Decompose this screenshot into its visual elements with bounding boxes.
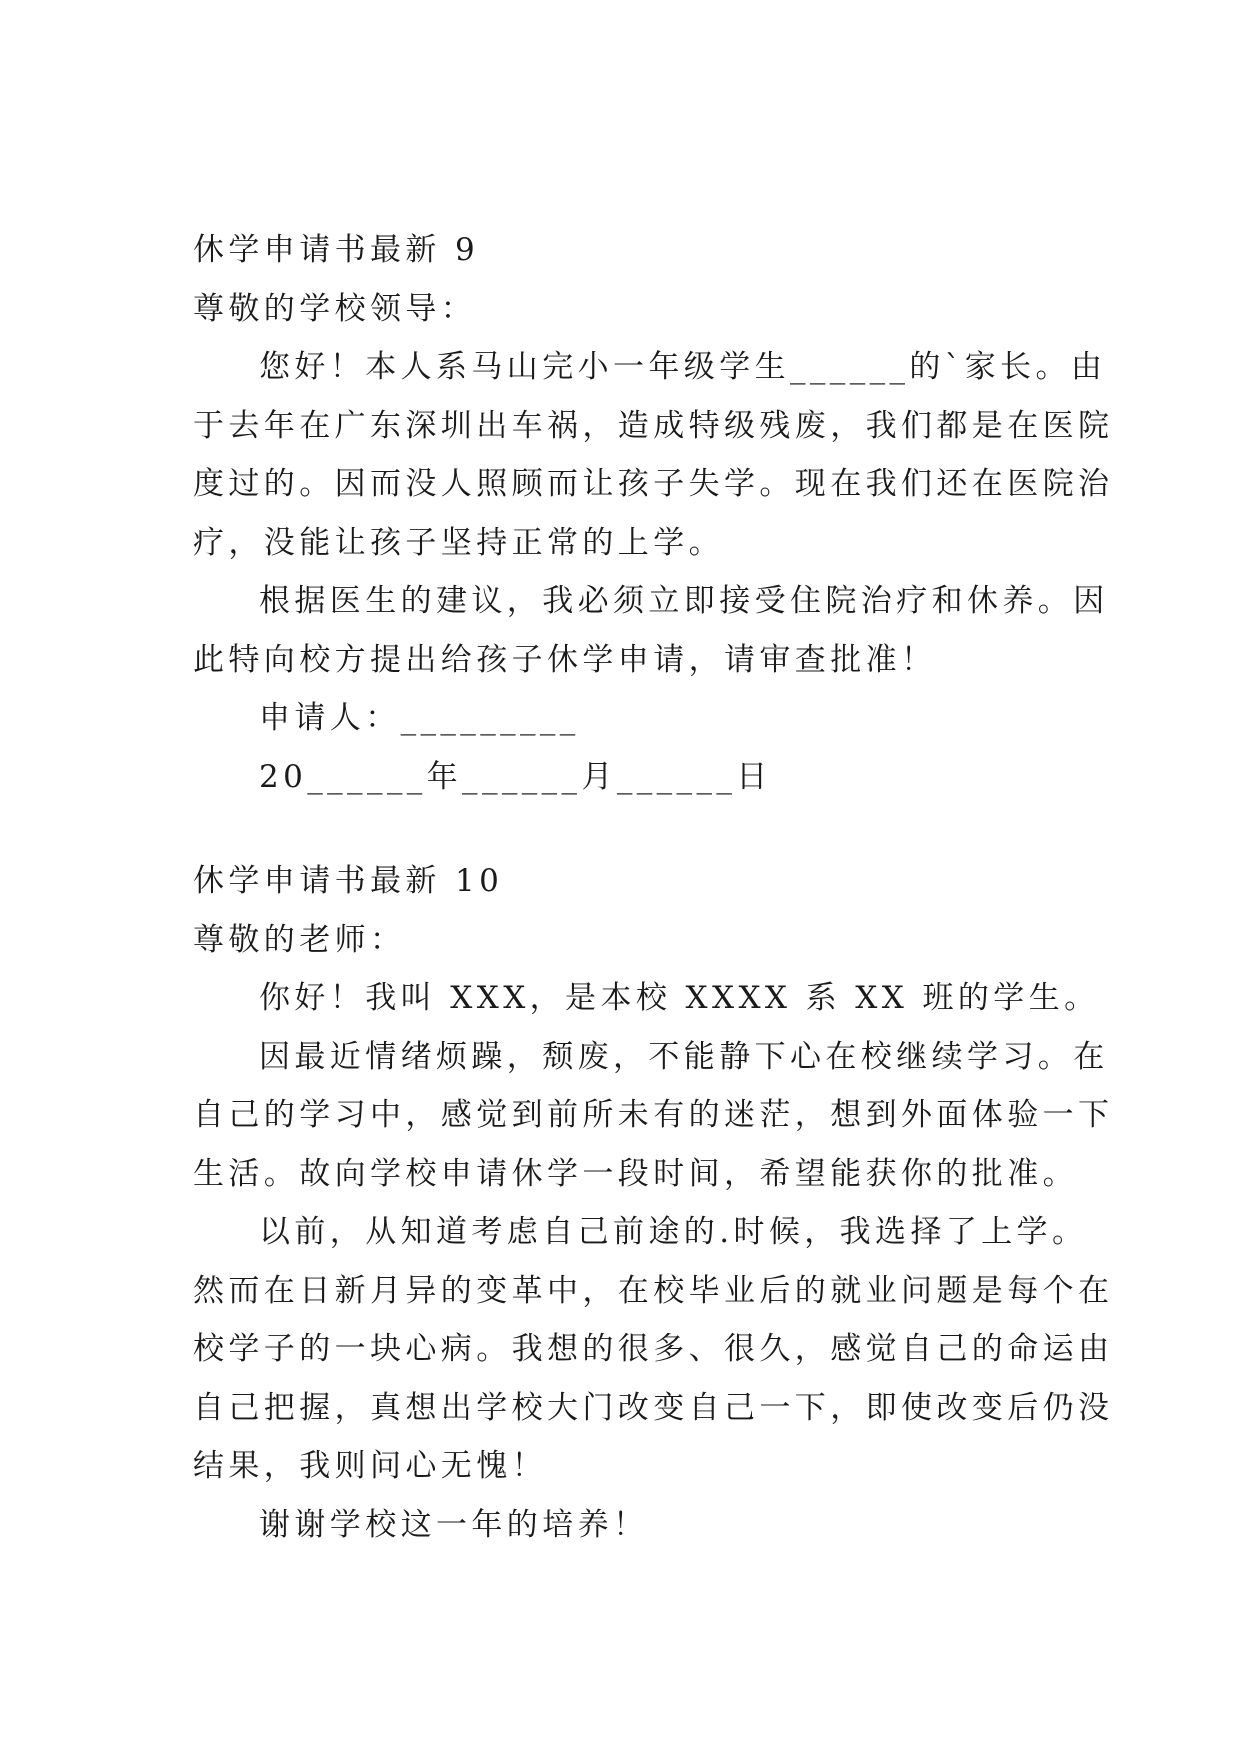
letter-2-greeting: 尊敬的老师： xyxy=(193,921,406,958)
letter-2-paragraph-line: 然而在日新月异的变革中，在校毕业后的就业问题是每个在 xyxy=(193,1272,1114,1309)
letter-1-greeting: 尊敬的学校领导： xyxy=(193,290,477,327)
letter-1-title: 休学申请书最新 9 xyxy=(193,232,480,268)
letter-2-title: 休学申请书最新 10 xyxy=(193,863,504,899)
letter-2-paragraph-line: 校学子的一块心病。我想的很多、很久，感觉自己的命运由 xyxy=(193,1331,1114,1367)
letter-1-paragraph-line: 疗，没能让孩子坚持正常的上学。 xyxy=(193,524,724,561)
letter-1-paragraph-line: 此特向校方提出给孩子休学申请，请审查批准！ xyxy=(193,641,937,678)
letter-2-paragraph-line: 自己把握，真想出学校大门改变自己一下，即使改变后仍没 xyxy=(193,1389,1114,1426)
section-gap xyxy=(193,806,1053,852)
letter-1-applicant: 申请人：_________ xyxy=(259,700,580,736)
letter-2-closing: 谢谢学校这一年的培养！ xyxy=(259,1506,649,1543)
letter-1-paragraph-line: 度过的。因而没人照顾而让孩子失学。现在我们还在医院治 xyxy=(193,466,1114,502)
letter-2-paragraph-line: 结果，我则问心无愧！ xyxy=(193,1448,547,1484)
letter-1-paragraph-line: 您好！本人系马山完小一年级学生______的`家长。由 xyxy=(259,349,1107,385)
letter-1-paragraph-line: 根据医生的建议，我必须立即接受住院治疗和休养。因 xyxy=(259,583,1109,619)
document-page xyxy=(193,221,1114,1554)
letter-2-paragraph-line: 以前，从知道考虑自己前途的.时候，我选择了上学。 xyxy=(259,1214,1088,1250)
letter-2-paragraph-line: 你好！我叫 XXX，是本校 XXXX 系 XX 班的学生。 xyxy=(259,980,1100,1016)
letter-1-paragraph-line: 于去年在广东深圳出车祸，造成特级残废，我们都是在医院 xyxy=(193,407,1114,444)
letter-1-date: 20______年______月______日 xyxy=(259,758,772,795)
letter-2-paragraph-line: 因最近情绪烦躁，颓废，不能静下心在校继续学习。在 xyxy=(259,1038,1109,1075)
letter-2-paragraph-line: 生活。故向学校申请休学一段时间，希望能获你的批准。 xyxy=(193,1155,1078,1192)
letter-2-paragraph-line: 自己的学习中，感觉到前所未有的迷茫，想到外面体验一下 xyxy=(193,1097,1114,1133)
